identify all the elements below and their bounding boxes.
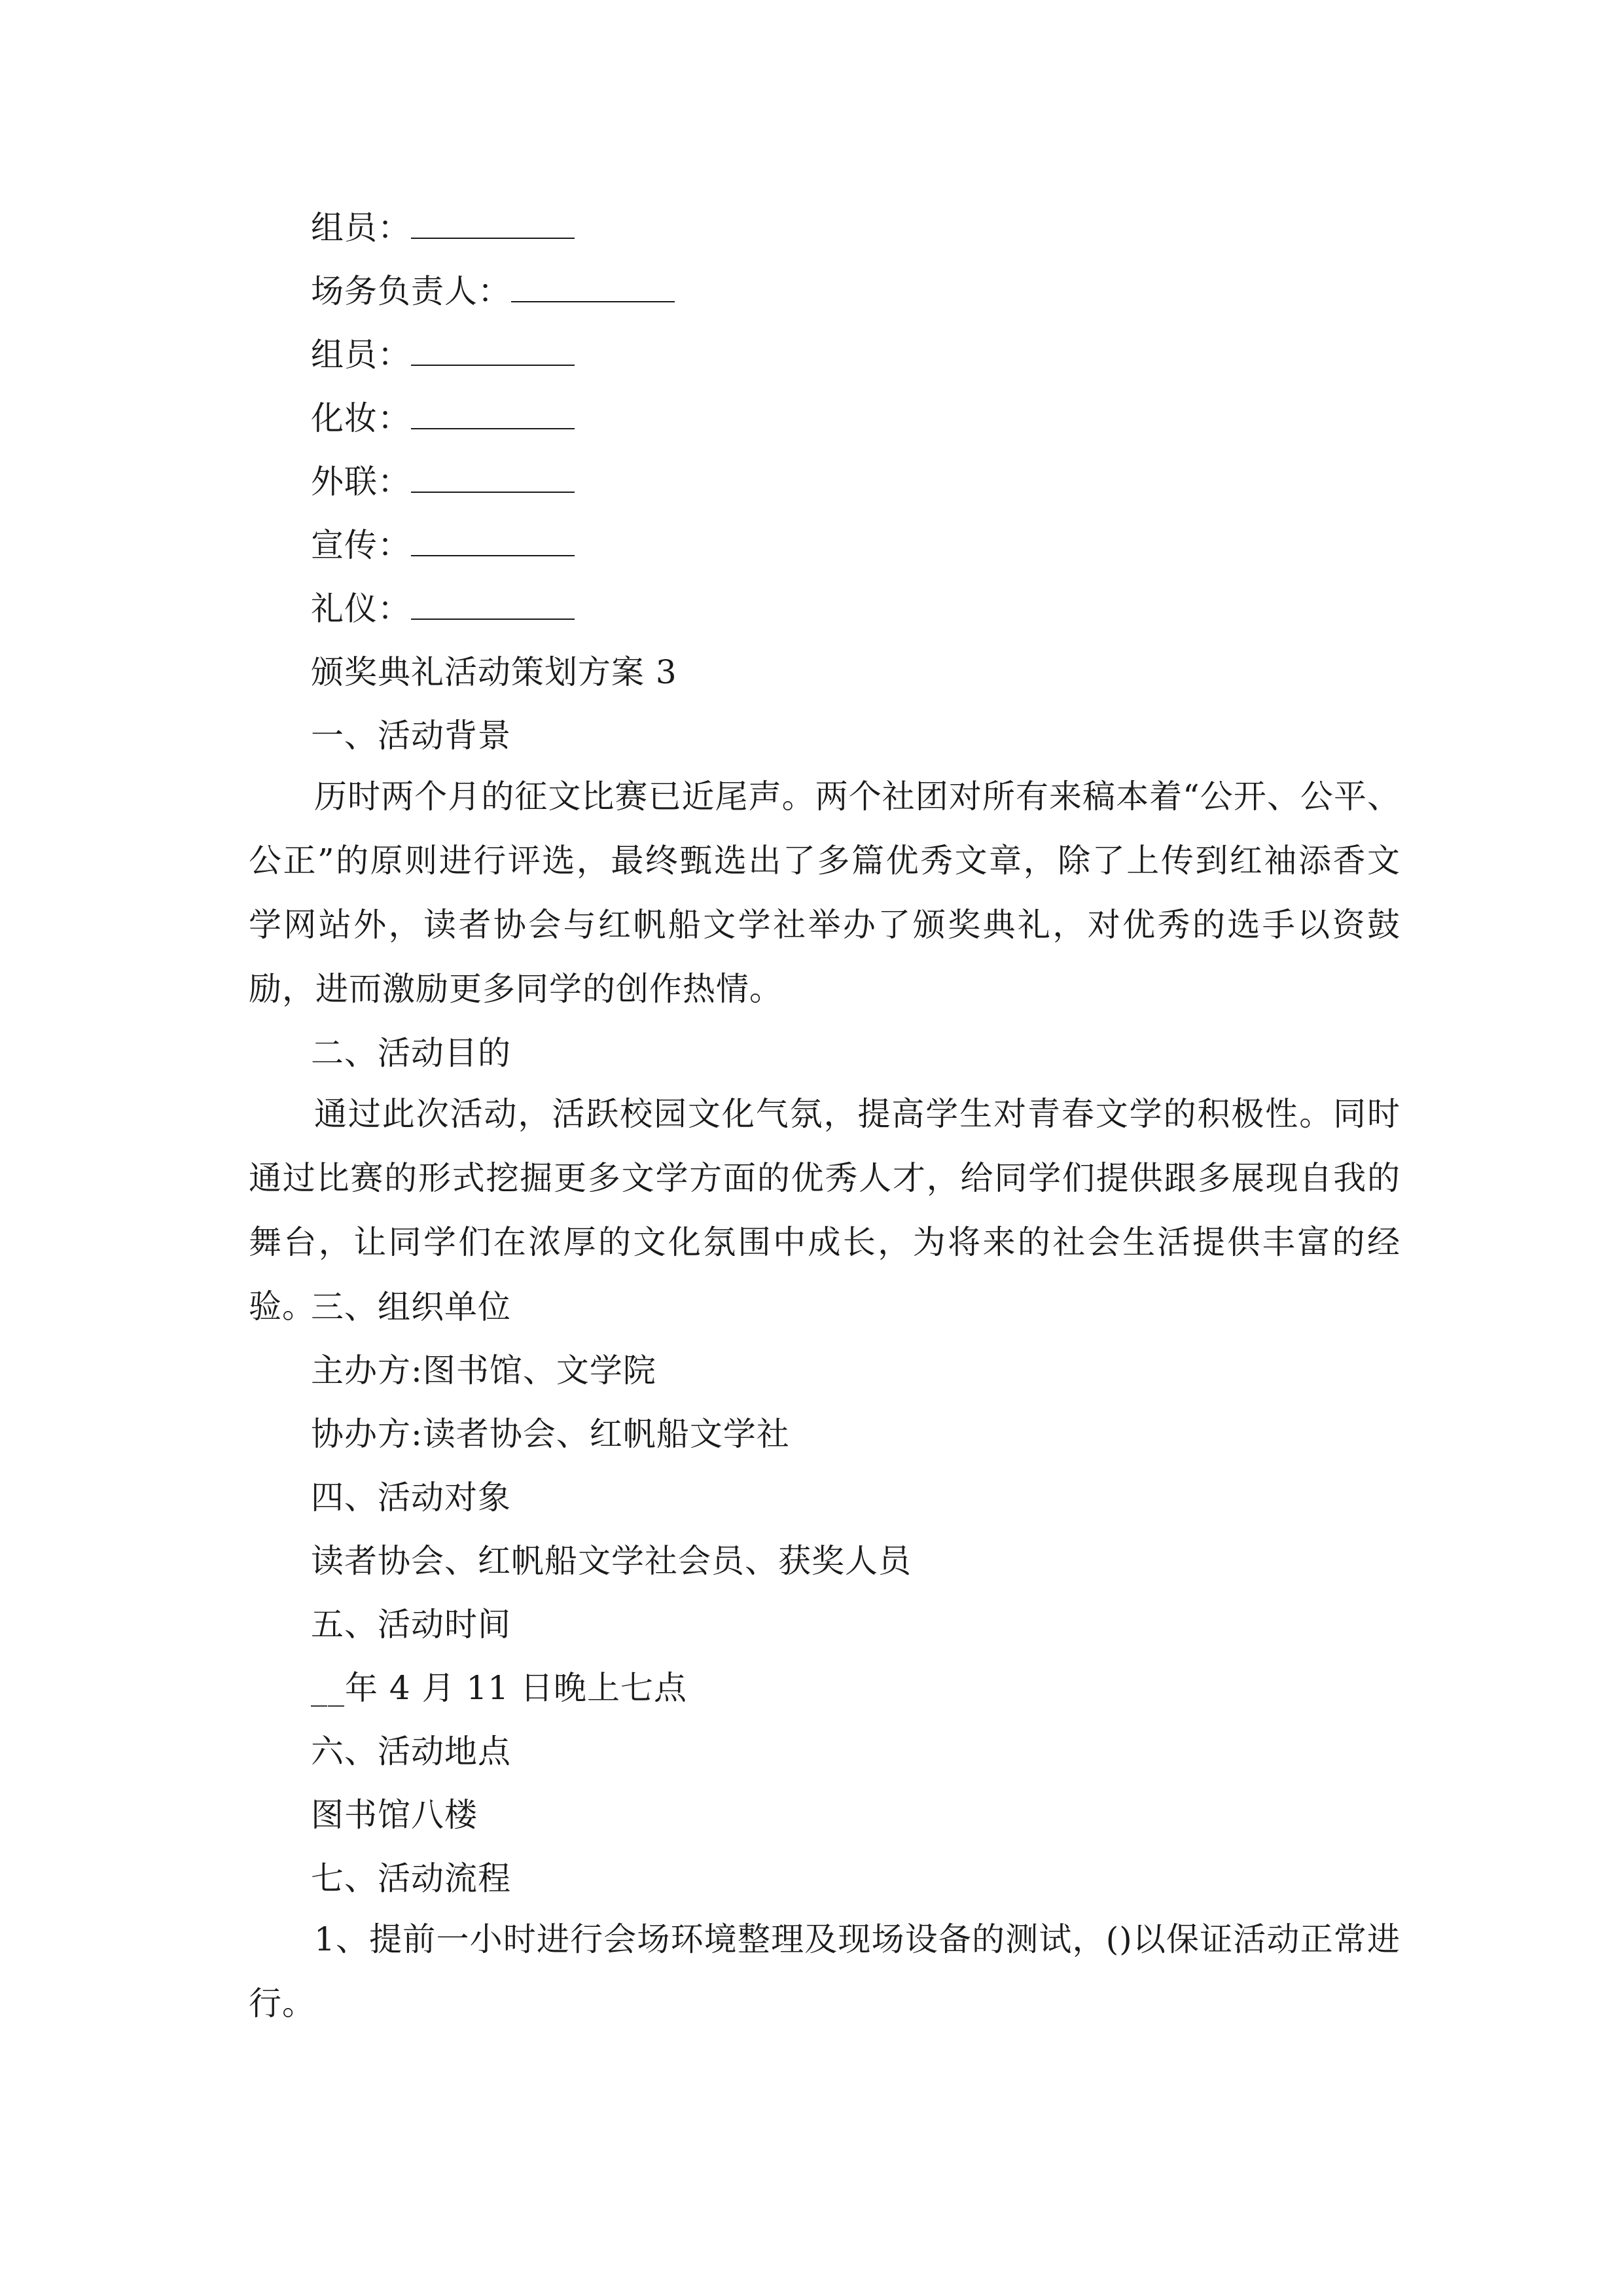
role-line <box>311 526 575 565</box>
role-label: 组员： <box>311 336 411 374</box>
host-line: 主办方:图书馆、文学院 <box>311 1352 656 1390</box>
section-heading: 六、活动地点 <box>311 1732 511 1770</box>
section-heading: 五、活动时间 <box>311 1605 511 1643</box>
role-label: 化妆： <box>311 399 411 437</box>
role-line <box>311 272 675 311</box>
role-line <box>311 335 575 374</box>
cohost-line: 协办方:读者协会、红帆船文学社 <box>311 1415 790 1453</box>
role-line <box>311 589 575 628</box>
fill-in-blank <box>411 526 575 556</box>
section-paragraph: 通过此次活动，活跃校园文化气氛，提高学生对青春文学的积极性。同时通过比赛的形式挖掘更多文学方面的优秀人才，给同学们提供跟多展现自我的舞台，让同学们在浓厚的文化氛围中成长，为将来的社会生活提供丰富的经验。 <box>249 1095 1400 1325</box>
document-title: 颁奖典礼活动策划方案 3 <box>311 653 677 691</box>
role-line <box>311 208 575 247</box>
flow-step-1: 1、提前一小时进行会场环境整理及现场设备的测试，()以保证活动正常进行。 <box>249 1920 1400 2022</box>
fill-in-blank <box>411 336 575 366</box>
section-heading: 一、活动背景 <box>311 717 511 755</box>
fill-in-blank <box>411 209 575 239</box>
section-paragraph: 历时两个月的征文比赛已近尾声。两个社团对所有来稿本着“公开、公平、公正”的原则进行评选，最终甄选出了多篇优秀文章，除了上传到红袖添香文学网站外，读者协会与红帆船文学社举办了颁奖典礼，对优秀的选手以资鼓励，进而激励更多同学的创作热情。 <box>249 778 1400 1008</box>
fill-in-blank <box>411 463 575 493</box>
role-line <box>311 399 575 438</box>
fill-in-blank <box>411 399 575 429</box>
section-heading: 二、活动目的 <box>311 1034 511 1072</box>
role-label: 礼仪： <box>311 590 411 628</box>
role-label: 外联： <box>311 463 411 501</box>
role-label: 组员： <box>311 209 411 247</box>
target-line: 读者协会、红帆船文学社会员、获奖人员 <box>311 1542 912 1580</box>
place-line: 图书馆八楼 <box>311 1796 478 1834</box>
role-label: 场务负责人： <box>311 272 511 310</box>
role-line <box>311 462 575 501</box>
section-heading: 四、活动对象 <box>311 1479 511 1516</box>
section-heading: 三、组织单位 <box>311 1288 511 1326</box>
time-line: __年 4 月 11 日晚上七点 <box>311 1669 688 1707</box>
fill-in-blank <box>511 272 675 302</box>
role-label: 宣传： <box>311 526 411 564</box>
section-heading: 七、活动流程 <box>311 1859 511 1897</box>
fill-in-blank <box>411 590 575 620</box>
